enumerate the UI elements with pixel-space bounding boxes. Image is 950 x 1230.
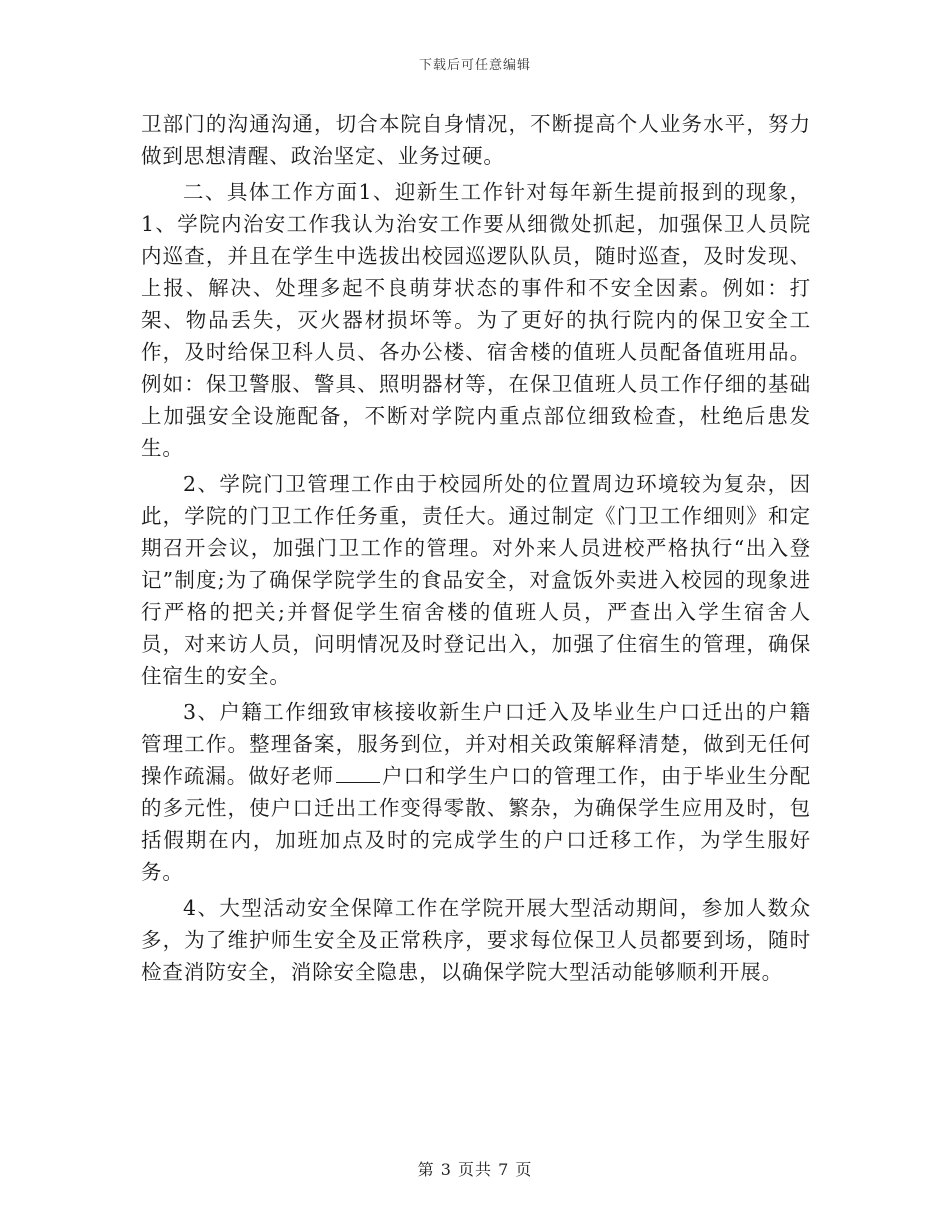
page-footer: 第 3 页共 7 页: [417, 1160, 533, 1179]
paragraph-text-after-blank: 户口和学生户口的管理工作，由于毕业生分配的多元性，使户口迁出工作变得零散、繁杂，为确保学生应用及时，包括假期在内，加班加点及时的完成学生的户口迁移工作，为学生服好务。: [141, 764, 811, 884]
fill-in-blank: [336, 781, 380, 783]
paragraph-text-before-blank: 3、户籍工作细致审核接收新生户口迁入及毕业生户口迁出的户籍管理工作。整理备案，服务到位，并对相关政策解释清楚，做到无任何操作疏漏。做好老师: [141, 700, 811, 788]
paragraph-large-events: 4、大型活动安全保障工作在学院开展大型活动期间，参加人数众多，为了维护师生安全及正常秩序，要求每位保卫人员都要到场，随时检查消防安全，消除安全隐患，以确保学院大型活动能够顺利开展。: [141, 896, 811, 984]
paragraph-household-registration: [141, 696, 811, 888]
document-body: [141, 108, 811, 988]
paragraph-gate-management: 2、学院门卫管理工作由于校园所处的位置周边环境较为复杂，因此，学院的门卫工作任务重，责任大。通过制定《门卫工作细则》和定期召开会议，加强门卫工作的管理。对外来人员进校严格执行“出入登记”制度;为了确保学院学生的食品安全，对盒饭外卖进入校园的现象进行严格的把关;并督促学生宿舍楼的值班人员，严查出入学生宿舍人员，对来访人员，问明情况及时登记出入，加强了住宿生的管理，确保住宿生的安全。: [141, 472, 811, 688]
paragraph-work-aspects: 二、具体工作方面1、迎新生工作针对每年新生提前报到的现象，1、学院内治安工作我认为治安工作要从细微处抓起，加强保卫人员院内巡查，并且在学生中选拔出校园巡逻队队员，随时巡查，及时发现、上报、解决、处理多起不良萌芽状态的事件和不安全因素。例如：打架、物品丢失，灭火器材损坏等。为了更好的执行院内的保卫安全工作，及时给保卫科人员、各办公楼、宿舍楼的值班人员配备值班用品。例如：保卫警服、警具、照明器材等，在保卫值班人员工作仔细的基础上加强安全设施配备，不断对学院内重点部位细致检查，杜绝后患发生。: [141, 180, 811, 460]
page-header: 下载后可任意编辑: [418, 58, 531, 73]
paragraph-continuation: 卫部门的沟通沟通，切合本院自身情况，不断提高个人业务水平，努力做到思想清醒、政治坚定、业务过硬。: [141, 112, 811, 168]
